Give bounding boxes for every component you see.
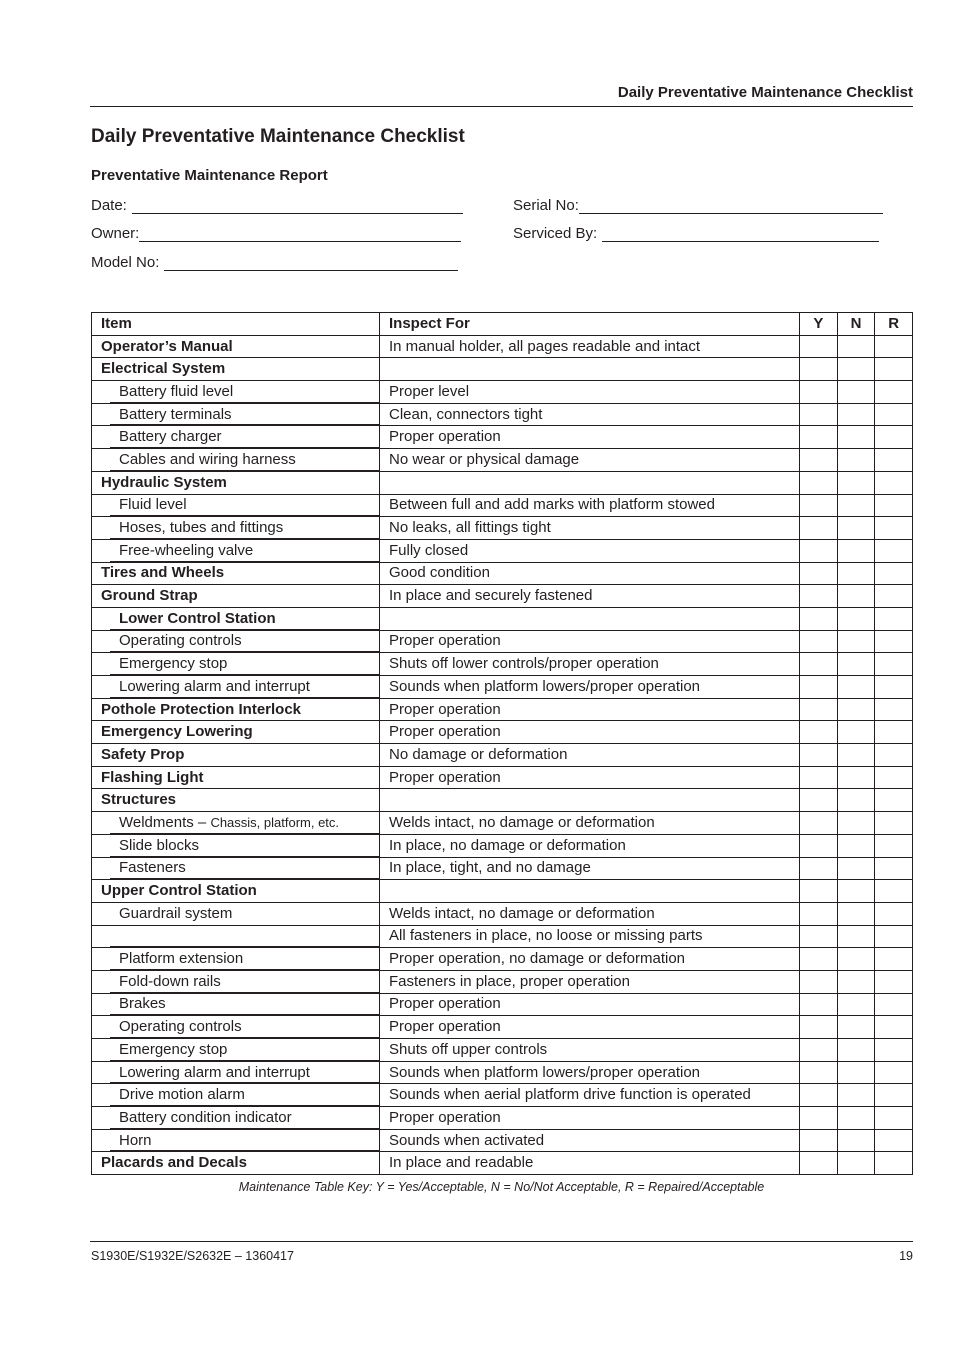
- check-cell-y[interactable]: [800, 721, 838, 744]
- serial-label: Serial No:: [513, 197, 579, 214]
- check-cell-r[interactable]: [875, 1039, 913, 1062]
- item-label: Emergency Lowering: [101, 723, 253, 741]
- table-row: [92, 335, 913, 358]
- inspect-for-cell: Proper operation: [380, 426, 800, 449]
- item-cell: [92, 970, 380, 993]
- report-title: Preventative Maintenance Report: [91, 167, 328, 184]
- check-cell-r[interactable]: [875, 517, 913, 540]
- inspect-for-cell: [380, 789, 800, 812]
- owner-blank[interactable]: [139, 227, 461, 242]
- header-r: R: [875, 313, 913, 336]
- check-cell-y[interactable]: [800, 993, 838, 1016]
- inspect-for-cell: Shuts off lower controls/proper operation: [380, 653, 800, 676]
- item-cell: [92, 880, 380, 903]
- item-cell: [92, 1107, 380, 1130]
- item-label: Lowering alarm and interrupt: [119, 677, 310, 695]
- date-label: Date:: [91, 197, 127, 214]
- check-cell-y[interactable]: [800, 744, 838, 767]
- check-cell-r[interactable]: [875, 698, 913, 721]
- item-cell: [92, 948, 380, 971]
- table-row: [92, 925, 913, 948]
- header-rule: [90, 106, 913, 107]
- date-blank[interactable]: [132, 199, 463, 214]
- item-cell: [92, 607, 380, 630]
- table-key: Maintenance Table Key: Y = Yes/Acceptable, N = No/Not Acceptable, R = Repaired/Acceptable: [238, 1180, 765, 1194]
- item-label: Battery terminals: [119, 405, 232, 423]
- check-cell-n[interactable]: [837, 970, 875, 993]
- item-cell: [92, 1039, 380, 1062]
- inspect-for-cell: Proper level: [380, 381, 800, 404]
- inspect-for-cell: Fasteners in place, proper operation: [380, 970, 800, 993]
- item-label: Fluid level: [119, 496, 187, 514]
- check-cell-r[interactable]: [875, 1129, 913, 1152]
- check-cell-r[interactable]: [875, 471, 913, 494]
- item-label: Ground Strap: [101, 587, 198, 605]
- table-row: [92, 403, 913, 426]
- check-cell-y[interactable]: [800, 381, 838, 404]
- table-row: [92, 880, 913, 903]
- table-row: [92, 902, 913, 925]
- item-cell: [92, 471, 380, 494]
- check-cell-n[interactable]: [837, 630, 875, 653]
- item-label: Placards and Decals: [101, 1154, 247, 1172]
- table-row: [92, 1084, 913, 1107]
- item-label: Hoses, tubes and fittings: [119, 519, 284, 537]
- table-row: [92, 426, 913, 449]
- page-title: Daily Preventative Maintenance Checklist: [91, 126, 465, 147]
- table-row: [92, 676, 913, 699]
- table-row: [92, 857, 913, 880]
- inspect-for-cell: [380, 471, 800, 494]
- check-cell-n[interactable]: [837, 494, 875, 517]
- maintenance-checklist-table: [91, 312, 913, 1175]
- check-cell-y[interactable]: [800, 607, 838, 630]
- check-cell-y[interactable]: [800, 698, 838, 721]
- item-label: Emergency stop: [119, 655, 228, 673]
- check-cell-y[interactable]: [800, 1039, 838, 1062]
- item-label: Slide blocks: [119, 836, 200, 854]
- check-cell-y[interactable]: [800, 449, 838, 472]
- table-row: [92, 1061, 913, 1084]
- model-label: Model No:: [91, 254, 160, 271]
- check-cell-r[interactable]: [875, 449, 913, 472]
- item-label: Lowering alarm and interrupt: [119, 1063, 310, 1081]
- check-cell-n[interactable]: [837, 449, 875, 472]
- inspect-for-cell: Proper operation, no damage or deformation: [380, 948, 800, 971]
- check-cell-y[interactable]: [800, 1016, 838, 1039]
- check-cell-y[interactable]: [800, 834, 838, 857]
- item-cell: [92, 630, 380, 653]
- check-cell-y[interactable]: [800, 970, 838, 993]
- table-row: [92, 948, 913, 971]
- item-label: Free-wheeling valve: [119, 541, 254, 559]
- check-cell-n[interactable]: [837, 562, 875, 585]
- table-row: [92, 970, 913, 993]
- check-cell-n[interactable]: [837, 653, 875, 676]
- table-row: [92, 449, 913, 472]
- inspect-for-cell: Proper operation: [380, 721, 800, 744]
- check-cell-n[interactable]: [837, 471, 875, 494]
- header-item: Item: [92, 313, 380, 336]
- check-cell-r[interactable]: [875, 789, 913, 812]
- item-cell: [92, 426, 380, 449]
- item-label: Structures: [101, 791, 177, 809]
- item-label: Drive motion alarm: [119, 1086, 245, 1104]
- item-cell: [92, 585, 380, 608]
- inspect-for-cell: Proper operation: [380, 698, 800, 721]
- table-row: [92, 789, 913, 812]
- item-cell: [92, 517, 380, 540]
- item-cell: [92, 539, 380, 562]
- inspect-for-cell: Sounds when platform lowers/proper operation: [380, 676, 800, 699]
- item-cell: [92, 381, 380, 404]
- check-cell-n[interactable]: [837, 721, 875, 744]
- owner-field[interactable]: [91, 222, 461, 242]
- item-cell: [92, 1084, 380, 1107]
- inspect-for-cell: Fully closed: [380, 539, 800, 562]
- model-blank[interactable]: [164, 256, 458, 271]
- item-label: Pothole Protection Interlock: [101, 700, 302, 718]
- check-cell-n[interactable]: [837, 789, 875, 812]
- inspect-for-cell: Shuts off upper controls: [380, 1039, 800, 1062]
- item-cell: [92, 902, 380, 925]
- item-label: Operator’s Manual: [101, 337, 233, 355]
- item-label: Upper Control Station: [101, 882, 257, 900]
- check-cell-y[interactable]: [800, 766, 838, 789]
- item-cell: [92, 857, 380, 880]
- table-row: [92, 744, 913, 767]
- table-row: [92, 358, 913, 381]
- check-cell-y[interactable]: [800, 517, 838, 540]
- check-cell-y[interactable]: [800, 789, 838, 812]
- serial-field[interactable]: [513, 194, 883, 214]
- check-cell-r[interactable]: [875, 925, 913, 948]
- footer-rule: [90, 1241, 913, 1242]
- inspect-for-cell: Sounds when aerial platform drive function is operated: [380, 1084, 800, 1107]
- check-cell-y[interactable]: [800, 562, 838, 585]
- check-cell-r[interactable]: [875, 653, 913, 676]
- table-row: [92, 1152, 913, 1175]
- header-y: Y: [800, 313, 838, 336]
- item-label: Brakes: [119, 995, 166, 1013]
- item-cell: [92, 1152, 380, 1175]
- check-cell-n[interactable]: [837, 1061, 875, 1084]
- item-label: Operating controls: [119, 632, 242, 650]
- item-label: Safety Prop: [101, 745, 185, 763]
- check-cell-y[interactable]: [800, 403, 838, 426]
- item-label: Lower Control Station: [119, 609, 276, 627]
- model-field[interactable]: [91, 251, 458, 271]
- item-cell: [92, 812, 380, 835]
- item-label: Operating controls: [119, 1018, 242, 1036]
- check-cell-r[interactable]: [875, 766, 913, 789]
- check-cell-y[interactable]: [800, 471, 838, 494]
- table-body: [92, 335, 913, 1174]
- check-cell-n[interactable]: [837, 607, 875, 630]
- inspect-for-cell: No damage or deformation: [380, 744, 800, 767]
- check-cell-n[interactable]: [837, 698, 875, 721]
- item-label: Tires and Wheels: [101, 564, 225, 582]
- check-cell-r[interactable]: [875, 857, 913, 880]
- owner-label: Owner:: [91, 225, 140, 242]
- item-label: Electrical System: [101, 360, 226, 378]
- item-label: Weldments –: [119, 813, 211, 831]
- check-cell-y[interactable]: [800, 1129, 838, 1152]
- inspect-for-cell: In place, no damage or deformation: [380, 834, 800, 857]
- item-label: Hydraulic System: [101, 473, 227, 491]
- item-cell: [92, 494, 380, 517]
- check-cell-n[interactable]: [837, 517, 875, 540]
- item-label: Horn: [119, 1131, 152, 1149]
- item-cell: [92, 744, 380, 767]
- table-row: [92, 1107, 913, 1130]
- check-cell-r[interactable]: [875, 1084, 913, 1107]
- item-cell: [92, 834, 380, 857]
- item-cell: [92, 1061, 380, 1084]
- check-cell-r[interactable]: [875, 539, 913, 562]
- item-label: Battery charger: [119, 428, 222, 446]
- check-cell-r[interactable]: [875, 834, 913, 857]
- table-row: [92, 721, 913, 744]
- item-cell: [92, 676, 380, 699]
- inspect-for-cell: [380, 880, 800, 903]
- item-label: Flashing Light: [101, 768, 204, 786]
- serviced-by-field[interactable]: [513, 222, 879, 242]
- check-cell-n[interactable]: [837, 948, 875, 971]
- check-cell-n[interactable]: [837, 1129, 875, 1152]
- check-cell-n[interactable]: [837, 857, 875, 880]
- check-cell-y[interactable]: [800, 1152, 838, 1175]
- inspect-for-cell: Proper operation: [380, 993, 800, 1016]
- check-cell-n[interactable]: [837, 880, 875, 903]
- check-cell-r[interactable]: [875, 721, 913, 744]
- check-cell-y[interactable]: [800, 585, 838, 608]
- inspect-for-cell: All fasteners in place, no loose or missing parts: [380, 925, 800, 948]
- check-cell-n[interactable]: [837, 834, 875, 857]
- check-cell-y[interactable]: [800, 630, 838, 653]
- inspect-for-cell: Proper operation: [380, 630, 800, 653]
- check-cell-r[interactable]: [875, 1061, 913, 1084]
- check-cell-n[interactable]: [837, 993, 875, 1016]
- inspect-for-cell: Between full and add marks with platform stowed: [380, 494, 800, 517]
- footer-page-number: 19: [899, 1249, 913, 1263]
- table-row: [92, 585, 913, 608]
- header-n: N: [837, 313, 875, 336]
- inspect-for-cell: Good condition: [380, 562, 800, 585]
- inspect-for-cell: Sounds when activated: [380, 1129, 800, 1152]
- item-cell: [92, 993, 380, 1016]
- check-cell-r[interactable]: [875, 585, 913, 608]
- check-cell-n[interactable]: [837, 766, 875, 789]
- inspect-for-cell: In manual holder, all pages readable and intact: [380, 335, 800, 358]
- table-row: [92, 630, 913, 653]
- item-label: Fold-down rails: [119, 972, 221, 990]
- check-cell-n[interactable]: [837, 925, 875, 948]
- check-cell-y[interactable]: [800, 426, 838, 449]
- check-cell-n[interactable]: [837, 1084, 875, 1107]
- inspect-for-cell: Proper operation: [380, 766, 800, 789]
- item-cell: [92, 789, 380, 812]
- item-cell: [92, 721, 380, 744]
- table-row: [92, 539, 913, 562]
- check-cell-y[interactable]: [800, 1107, 838, 1130]
- check-cell-r[interactable]: [875, 494, 913, 517]
- check-cell-y[interactable]: [800, 1061, 838, 1084]
- serviced-by-label: Serviced By:: [513, 225, 598, 242]
- item-cell: [92, 358, 380, 381]
- check-cell-r[interactable]: [875, 676, 913, 699]
- inspect-for-cell: In place and readable: [380, 1152, 800, 1175]
- check-cell-n[interactable]: [837, 403, 875, 426]
- table-row: [92, 1039, 913, 1062]
- item-cell: [92, 766, 380, 789]
- item-cell: [92, 449, 380, 472]
- check-cell-n[interactable]: [837, 1039, 875, 1062]
- check-cell-r[interactable]: [875, 381, 913, 404]
- table-row: [92, 834, 913, 857]
- item-cell: [92, 925, 380, 948]
- check-cell-r[interactable]: [875, 1152, 913, 1175]
- check-cell-n[interactable]: [837, 902, 875, 925]
- check-cell-r[interactable]: [875, 607, 913, 630]
- item-cell: [92, 1129, 380, 1152]
- table-row: [92, 562, 913, 585]
- check-cell-y[interactable]: [800, 1084, 838, 1107]
- check-cell-n[interactable]: [837, 1107, 875, 1130]
- item-label: Cables and wiring harness: [119, 450, 296, 468]
- check-cell-r[interactable]: [875, 1107, 913, 1130]
- check-cell-n[interactable]: [837, 676, 875, 699]
- check-cell-y[interactable]: [800, 948, 838, 971]
- check-cell-y[interactable]: [800, 335, 838, 358]
- item-cell: [92, 698, 380, 721]
- check-cell-y[interactable]: [800, 880, 838, 903]
- check-cell-r[interactable]: [875, 630, 913, 653]
- check-cell-n[interactable]: [837, 539, 875, 562]
- inspect-for-cell: Proper operation: [380, 1016, 800, 1039]
- table-row: [92, 766, 913, 789]
- check-cell-n[interactable]: [837, 585, 875, 608]
- table-row: [92, 812, 913, 835]
- item-cell: [92, 335, 380, 358]
- inspect-for-cell: In place, tight, and no damage: [380, 857, 800, 880]
- check-cell-y[interactable]: [800, 812, 838, 835]
- table-row: [92, 1129, 913, 1152]
- table-row: [92, 494, 913, 517]
- check-cell-r[interactable]: [875, 744, 913, 767]
- inspect-for-cell: Clean, connectors tight: [380, 403, 800, 426]
- check-cell-y[interactable]: [800, 902, 838, 925]
- table-row: [92, 471, 913, 494]
- check-cell-r[interactable]: [875, 948, 913, 971]
- table-row: [92, 607, 913, 630]
- check-cell-y[interactable]: [800, 539, 838, 562]
- serial-blank[interactable]: [579, 199, 883, 214]
- footer-doc-number: S1930E/S1932E/S2632E – 1360417: [91, 1249, 294, 1263]
- check-cell-r[interactable]: [875, 335, 913, 358]
- item-label: Platform extension: [119, 950, 244, 968]
- inspect-for-cell: No leaks, all fittings tight: [380, 517, 800, 540]
- inspect-for-cell: Welds intact, no damage or deformation: [380, 812, 800, 835]
- check-cell-r[interactable]: [875, 970, 913, 993]
- table-row: [92, 1016, 913, 1039]
- check-cell-y[interactable]: [800, 925, 838, 948]
- item-cell: [92, 403, 380, 426]
- check-cell-n[interactable]: [837, 358, 875, 381]
- header-inspect-for: Inspect For: [380, 313, 800, 336]
- inspect-for-cell: Welds intact, no damage or deformation: [380, 902, 800, 925]
- item-label: Fasteners: [119, 859, 186, 877]
- item-cell: [92, 653, 380, 676]
- serviced-by-blank[interactable]: [602, 227, 879, 242]
- item-note: Chassis, platform, etc.: [210, 814, 340, 830]
- item-label: Emergency stop: [119, 1040, 228, 1058]
- inspect-for-cell: Sounds when platform lowers/proper operation: [380, 1061, 800, 1084]
- check-cell-n[interactable]: [837, 426, 875, 449]
- check-cell-n[interactable]: [837, 1152, 875, 1175]
- inspect-for-cell: [380, 358, 800, 381]
- item-cell: [92, 562, 380, 585]
- item-label: Guardrail system: [119, 904, 233, 922]
- check-cell-y[interactable]: [800, 358, 838, 381]
- check-cell-y[interactable]: [800, 857, 838, 880]
- table-row: [92, 698, 913, 721]
- check-cell-r[interactable]: [875, 358, 913, 381]
- check-cell-r[interactable]: [875, 562, 913, 585]
- table-row: [92, 653, 913, 676]
- check-cell-n[interactable]: [837, 1016, 875, 1039]
- check-cell-r[interactable]: [875, 1016, 913, 1039]
- check-cell-n[interactable]: [837, 381, 875, 404]
- check-cell-r[interactable]: [875, 812, 913, 835]
- check-cell-r[interactable]: [875, 426, 913, 449]
- date-field[interactable]: [91, 194, 463, 214]
- inspect-for-cell: No wear or physical damage: [380, 449, 800, 472]
- running-header-title: Daily Preventative Maintenance Checklist: [617, 84, 913, 101]
- check-cell-y[interactable]: [800, 494, 838, 517]
- table-row: [92, 993, 913, 1016]
- inspect-for-cell: Proper operation: [380, 1107, 800, 1130]
- inspect-for-cell: In place and securely fastened: [380, 585, 800, 608]
- table-row: [92, 381, 913, 404]
- check-cell-r[interactable]: [875, 902, 913, 925]
- check-cell-r[interactable]: [875, 880, 913, 903]
- inspect-for-cell: [380, 607, 800, 630]
- item-label: Battery condition indicator: [119, 1108, 292, 1126]
- check-cell-n[interactable]: [837, 744, 875, 767]
- check-cell-r[interactable]: [875, 403, 913, 426]
- item-cell: [92, 1016, 380, 1039]
- check-cell-y[interactable]: [800, 653, 838, 676]
- table-header-row: [92, 313, 913, 336]
- check-cell-r[interactable]: [875, 993, 913, 1016]
- table-row: [92, 517, 913, 540]
- check-cell-y[interactable]: [800, 676, 838, 699]
- item-label: Battery fluid level: [119, 382, 234, 400]
- check-cell-n[interactable]: [837, 335, 875, 358]
- check-cell-n[interactable]: [837, 812, 875, 835]
